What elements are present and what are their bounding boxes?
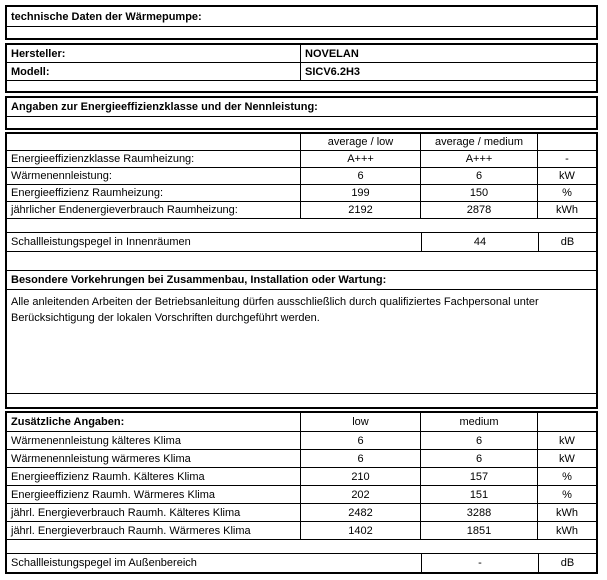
table-row (7, 45, 596, 62)
column-header-row (7, 413, 596, 431)
value-cell: 2482 (300, 504, 420, 521)
sound-level-outdoor-row (7, 553, 596, 572)
unit-cell: dB (538, 554, 596, 572)
title-row (7, 7, 596, 26)
value-cell: 1851 (420, 522, 537, 539)
spacer-row (7, 80, 596, 91)
model-value: SICV6.2H3 (300, 63, 596, 80)
row-label: Schallleistungspegel im Außenbereich (11, 557, 197, 569)
value-cell: 2878 (420, 202, 537, 218)
empty-cell (7, 81, 596, 91)
value-cell: 210 (300, 468, 420, 485)
row-label: jährlicher Endenergieverbrauch Raumheizung: (11, 204, 238, 216)
title-block (5, 5, 598, 40)
table-row (7, 184, 596, 201)
column-header-average-low: average / low (300, 134, 420, 150)
unit-cell: kWh (537, 202, 596, 218)
value-cell: 6 (300, 432, 420, 449)
row-label: jährl. Energieverbrauch Raumh. Wärmeres Klima (11, 524, 251, 537)
row-label: Energieeffizienz Raumh. Wärmeres Klima (11, 488, 215, 501)
table-row (7, 201, 596, 218)
table-row (7, 150, 596, 167)
value-cell: 3288 (420, 504, 537, 521)
row-label: jährl. Energieverbrauch Raumh. Kälteres Klima (11, 506, 241, 519)
spacer-row (7, 116, 596, 128)
value-cell: 150 (420, 185, 537, 201)
value-cell: A+++ (420, 151, 537, 167)
unit-cell: kWh (537, 522, 596, 539)
value-cell: 1402 (300, 522, 420, 539)
unit-cell: - (537, 151, 596, 167)
identity-block (5, 43, 598, 93)
table-row (7, 467, 596, 485)
empty-cell (7, 252, 596, 270)
section-heading-row (7, 270, 596, 289)
table-row (7, 431, 596, 449)
sound-level-indoor-row (7, 232, 596, 251)
empty-cell (537, 413, 596, 431)
unit-cell: dB (538, 233, 596, 251)
unit-cell: % (537, 486, 596, 503)
energy-table-block (5, 132, 598, 409)
value-cell: 202 (300, 486, 420, 503)
empty-cell (7, 134, 300, 150)
row-label: Energieeffizienzklasse Raumheizung: (11, 153, 195, 165)
section-heading-row (7, 98, 596, 116)
empty-cell (537, 134, 596, 150)
row-label: Wärmenennleistung wärmeres Klima (11, 452, 191, 465)
precautions-heading: Besondere Vorkehrungen bei Zusammenbau, Installation oder Wartung: (11, 274, 387, 286)
empty-cell (7, 540, 596, 553)
row-label: Energieeffizienz Raumh. Kälteres Klima (11, 470, 205, 483)
table-row (7, 485, 596, 503)
unit-cell: % (537, 185, 596, 201)
row-label: Wärmenennleistung: (11, 170, 112, 182)
precautions-text-row (7, 289, 596, 393)
energy-section-heading: Angaben zur Energieeffizienzklasse und der Nennleistung: (11, 101, 318, 113)
spacer-row (7, 251, 596, 270)
table-row (7, 503, 596, 521)
model-label: Modell: (11, 65, 50, 78)
value-cell: 44 (421, 233, 538, 251)
value-cell: 6 (420, 450, 537, 467)
manufacturer-value: NOVELAN (300, 45, 596, 62)
row-label: Wärmenennleistung kälteres Klima (11, 434, 181, 447)
precautions-text: Alle anleitenden Arbeiten der Betriebsanleitung dürfen ausschließlich durch qualifiziertes Fachpersonal unter Berücksichtigung der lokalen Vorschriften durchgeführt werden. (11, 296, 539, 324)
unit-cell: kW (537, 432, 596, 449)
value-cell: 199 (300, 185, 420, 201)
spacer-row (7, 539, 596, 553)
column-header-medium: medium (420, 413, 537, 431)
column-header-low: low (300, 413, 420, 431)
value-cell: - (421, 554, 538, 572)
unit-cell: kW (537, 450, 596, 467)
row-label: Energieeffizienz Raumheizung: (11, 187, 164, 199)
empty-cell (7, 394, 596, 407)
column-header-average-medium: average / medium (420, 134, 537, 150)
page-title: technische Daten der Wärmepumpe: (11, 10, 202, 23)
table-row (7, 62, 596, 80)
datasheet (5, 5, 598, 574)
empty-cell (7, 117, 596, 128)
column-header-row (7, 134, 596, 150)
empty-cell (7, 219, 596, 232)
empty-cell (7, 27, 596, 38)
value-cell: 157 (420, 468, 537, 485)
table-row (7, 449, 596, 467)
spacer-row (7, 26, 596, 38)
value-cell: A+++ (300, 151, 420, 167)
additional-heading: Zusätzliche Angaben: (11, 416, 125, 428)
unit-cell: kW (537, 168, 596, 184)
value-cell: 2192 (300, 202, 420, 218)
unit-cell: % (537, 468, 596, 485)
unit-cell: kWh (537, 504, 596, 521)
value-cell: 6 (420, 432, 537, 449)
spacer-row (7, 218, 596, 232)
value-cell: 6 (420, 168, 537, 184)
additional-table-block (5, 411, 598, 574)
row-label: Schallleistungspegel in Innenräumen (11, 236, 191, 248)
table-row (7, 521, 596, 539)
manufacturer-label: Hersteller: (11, 47, 66, 60)
spacer-row (7, 393, 596, 407)
value-cell: 6 (300, 168, 420, 184)
table-row (7, 167, 596, 184)
energy-heading-block (5, 96, 598, 130)
value-cell: 6 (300, 450, 420, 467)
value-cell: 151 (420, 486, 537, 503)
